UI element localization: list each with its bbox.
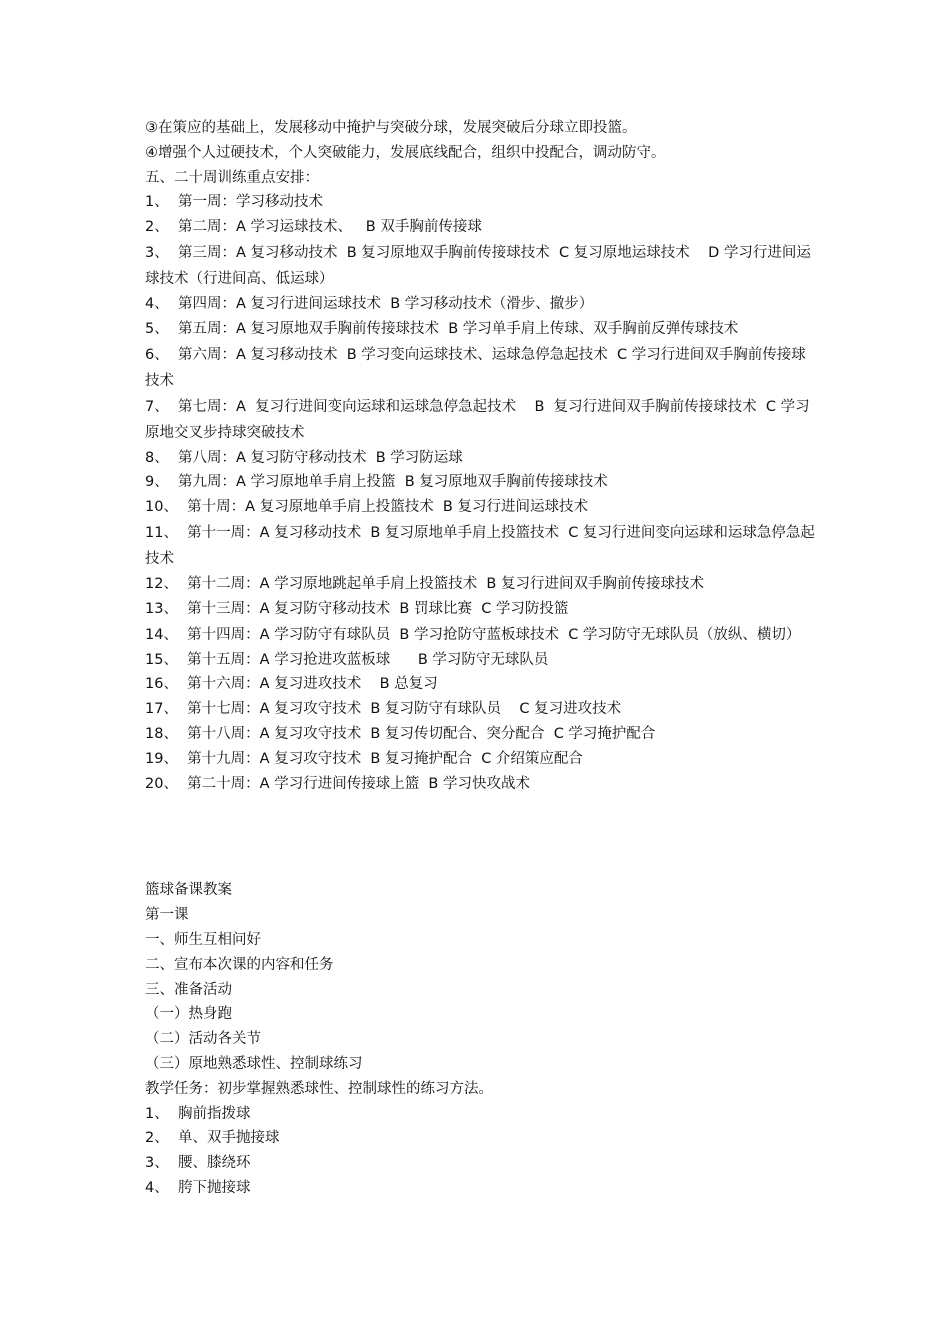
- teaching-task: 教学任务：初步掌握熟悉球性、控制球性的练习方法。: [145, 1080, 493, 1097]
- warmup-item-2: （二）活动各关节: [145, 1031, 261, 1048]
- drill-item-3: 3、 腰、膝绕环: [145, 1155, 251, 1172]
- week-item-6: 6、 第六周：A 复习移动技术 B 学习变向运球技术、运球急停急起技术 C 学习行进间双手胸前传接球技术: [145, 346, 806, 389]
- section-heading-schedule: 五、二十周训练重点安排：: [145, 169, 319, 186]
- warmup-item-1: （一）热身跑: [145, 1006, 232, 1023]
- intro-paragraph-2: ④增强个人过硬技术，个人突破能力，发展底线配合，组织中投配合，调动防守。: [145, 144, 666, 161]
- week-item-10: 10、 第十周：A 复习原地单手肩上投篮技术 B 复习行进间运球技术: [145, 499, 588, 516]
- week-item-14: 14、 第十四周：A 学习防守有球队员 B 学习抢防守蓝板球技术 C 学习防守无球队员（放纵、横切）: [145, 626, 801, 643]
- document-body: [145, 116, 815, 1201]
- week-item-18: 18、 第十八周：A 复习攻守技术 B 复习传切配合、突分配合 C 学习掩护配合: [145, 725, 656, 742]
- intro-paragraph-1: ③在策应的基础上，发展移动中掩护与突破分球，发展突破后分球立即投篮。: [145, 120, 637, 136]
- week-item-5: 5、 第五周：A 复习原地双手胸前传接球技术 B 学习单手肩上传球、双手胸前反弹传球技术: [145, 320, 739, 337]
- week-item-16: 16、 第十六周：A 复习进攻技术 B 总复习: [145, 676, 438, 693]
- week-item-7: 7、 第七周：A 复习行进间变向运球和运球急停急起技术 B 复习行进间双手胸前传接球技术 C 学习原地交叉步持球突破技术: [145, 398, 810, 441]
- week-item-15: 15、 第十五周：A 学习抢进攻蓝板球 B 学习防守无球队员: [145, 651, 549, 668]
- week-item-11: 11、 第十一周：A 复习移动技术 B 复习原地单手肩上投篮技术 C 复习行进间变向运球和运球急停急起技术: [145, 524, 815, 567]
- week-item-12: 12、 第十二周：A 学习原地跳起单手肩上投篮技术 B 复习行进间双手胸前传接球技术: [145, 575, 704, 592]
- week-item-20: 20、 第二十周：A 学习行进间传接球上篮 B 学习快攻战术: [145, 775, 530, 792]
- week-item-4: 4、 第四周：A 复习行进间运球技术 B 学习移动技术（滑步、撤步）: [145, 295, 594, 312]
- week-item-17: 17、 第十七周：A 复习攻守技术 B 复习防守有球队员 C 复习进攻技术: [145, 701, 622, 718]
- week-item-1: 1、 第一周：学习移动技术: [145, 194, 323, 211]
- lesson-step-3: 三、准备活动: [145, 981, 232, 998]
- lesson-step-1: 一、师生互相问好: [145, 931, 261, 948]
- section-spacer: [145, 796, 815, 878]
- drill-item-1: 1、 胸前指拨球: [145, 1105, 251, 1122]
- week-item-2: 2、 第二周：A 学习运球技术、 B 双手胸前传接球: [145, 219, 482, 236]
- week-item-3: 3、 第三周：A 复习移动技术 B 复习原地双手胸前传接球技术 C 复习原地运球技术 D 学习行进间运球技术（行进间高、低运球）: [145, 244, 811, 287]
- week-item-8: 8、 第八周：A 复习防守移动技术 B 学习防运球: [145, 449, 463, 466]
- warmup-item-3: （三）原地熟悉球性、控制球练习: [145, 1055, 363, 1072]
- week-item-13: 13、 第十三周：A 复习防守移动技术 B 罚球比赛 C 学习防投篮: [145, 600, 569, 617]
- lesson-step-2: 二、宣布本次课的内容和任务: [145, 956, 334, 973]
- week-item-9: 9、 第九周：A 学习原地单手肩上投篮 B 复习原地双手胸前传接球技术: [145, 474, 608, 491]
- week-item-19: 19、 第十九周：A 复习攻守技术 B 复习掩护配合 C 介绍策应配合: [145, 750, 583, 767]
- lesson-title: 篮球备课教案: [145, 882, 232, 899]
- drill-item-2: 2、 单、双手抛接球: [145, 1130, 280, 1147]
- drill-item-4: 4、 胯下抛接球: [145, 1179, 251, 1196]
- lesson-number: 第一课: [145, 907, 189, 924]
